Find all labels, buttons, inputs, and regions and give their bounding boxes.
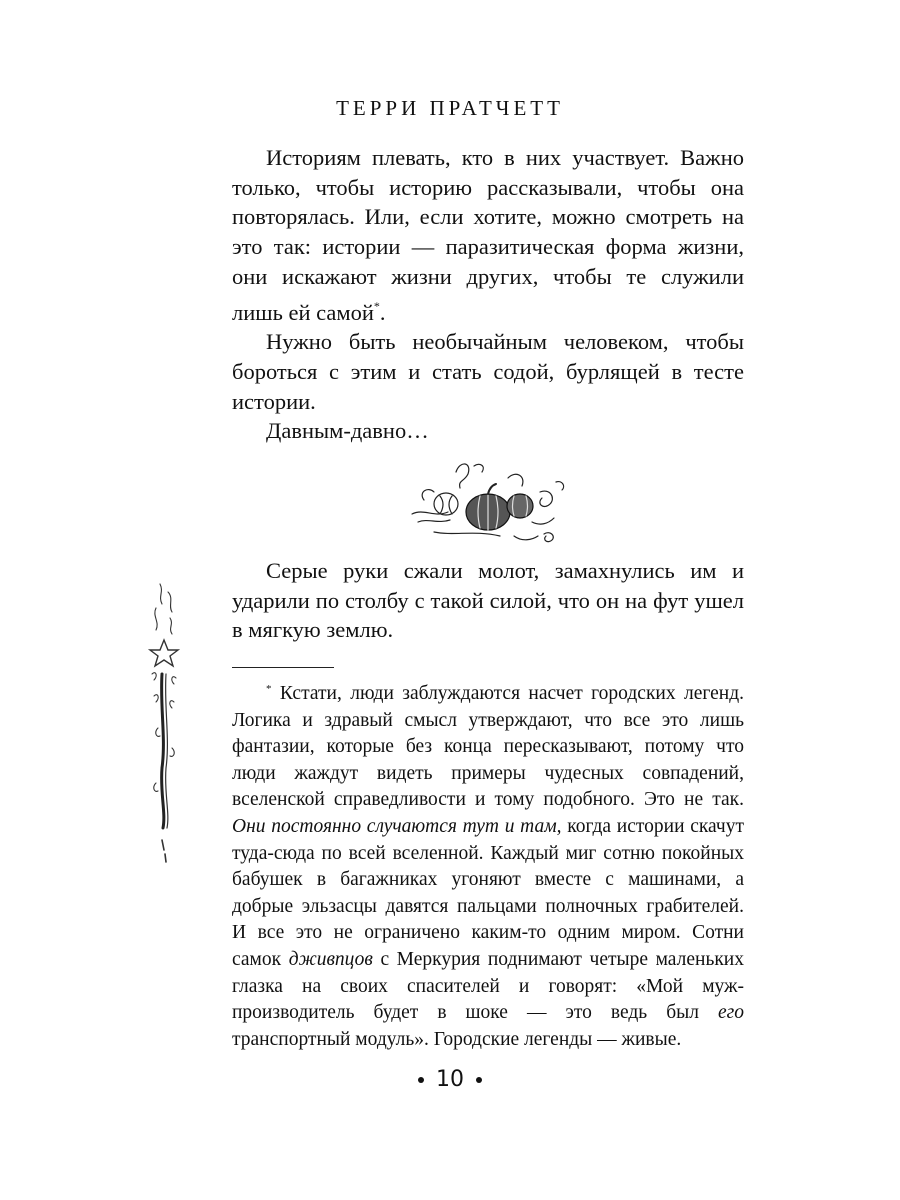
paragraph: Нужно быть необычайным человеком, чтобы бороться с этим и стать содой, бурлящей в тесте истории. [232,329,744,414]
text-block-bottom [232,556,744,645]
running-head: ТЕРРИ ПРАТЧЕТТ [336,96,564,120]
text-block-top [232,143,744,446]
bullet-icon [476,1077,482,1083]
footnote-reference: * [373,298,380,313]
pumpkin-vignette-icon [404,452,576,550]
footnote-divider [232,667,334,668]
paragraph-text: Историям плевать, кто в них участвует. Важно только, чтобы историю рассказывали, чтобы она повторялась. Или, если хотите, можно смотреть на это так: истории — паразитическая форма жизни, они искажают жизни других, чтобы те служили лишь ей самой [232,145,744,325]
page-number [0,1067,900,1092]
footnote-text: с Меркурия поднимают четыре маленьких глазка на своих спасителей и говорят: «Мой муж-производитель будет в шоке — это ведь был [232,948,744,1024]
italic-text: Они постоянно случаются тут и там, [232,815,562,837]
magic-wand-icon [142,578,186,868]
paragraph-end: . [379,299,386,325]
footnote-text: Кстати, люди заблуждаются насчет городских легенд. Логика и здравый смысл утверждают, что все это лишь фантазии, которые без конца пересказывают, потому что люди жаждут видеть примеры чудесных совпадений, вселенской справедливости и тому подобного. Это не так. [232,683,745,811]
bullet-icon [418,1077,424,1083]
footnote [232,676,744,1053]
italic-text: его [717,1002,744,1024]
page-number-text: 10 [436,1067,464,1092]
paragraph: Серые руки сжали молот, замахнулись им и ударили по столбу с такой силой, что он на фут ушел в мягкую землю. [232,558,744,643]
footnote-text: транспортный модуль». Городские легенды — живые. [232,1028,682,1050]
italic-text: дживпцов [288,948,373,970]
footnote-paragraph [232,676,744,1053]
paragraph: Давным-давно… [266,418,429,444]
footnote-text: когда истории скачут туда-сюда по всей вселенной. Каждый миг сотню покойных бабушек в багажниках угоняют вместе с машинами, а добрые эльзасцы давятся пальцами полночных грабителей. И все это не ограничено каким-то одним миром. Сотни самок [232,815,745,970]
paragraph [232,143,744,327]
footnote-mark: * [266,683,272,695]
